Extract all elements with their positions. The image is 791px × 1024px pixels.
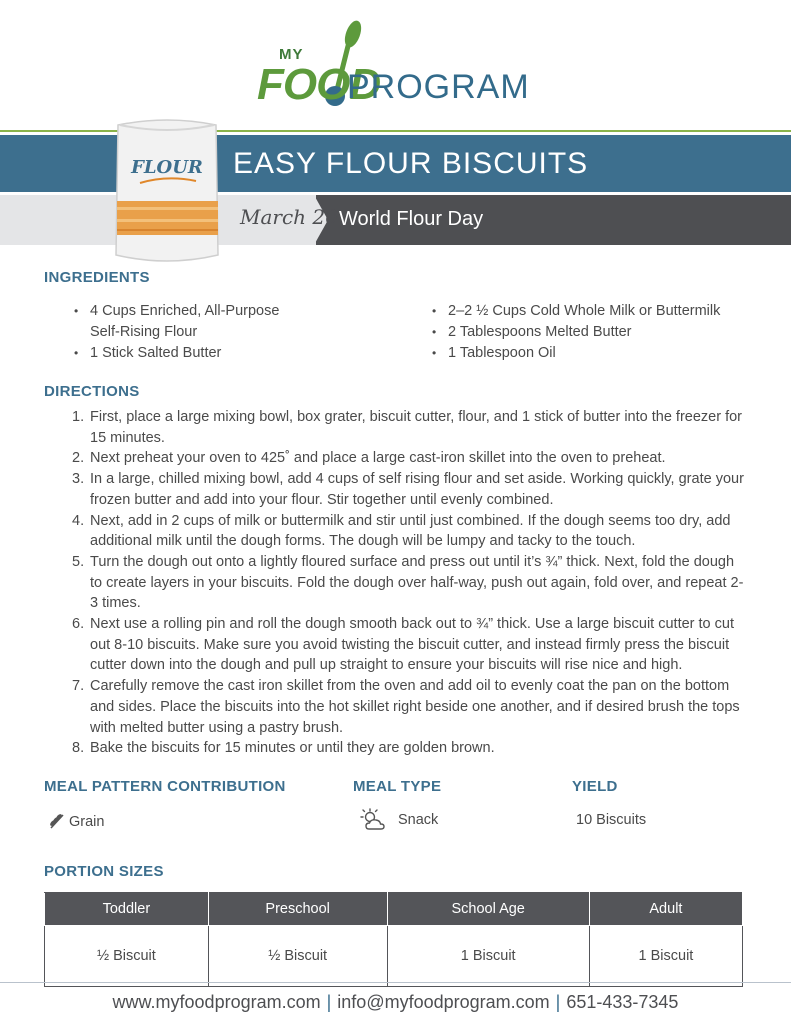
website-link[interactable]: www.myfoodprogram.com <box>112 992 321 1012</box>
portion-table <box>44 892 743 987</box>
directions-list <box>44 407 749 759</box>
table-header: Preschool <box>208 893 387 926</box>
meal-type-value: Snack <box>398 812 439 828</box>
list-item: • 2 Tablespoons Melted Butter <box>432 322 752 343</box>
portion-sizes-heading: PORTION SIZES <box>44 863 164 880</box>
list-item: 3. In a large, chilled mixing bowl, add 4 cups of self rising flour and set aside. Working quickly, grate your frozen butter and add into your flour. Stir together until evenly combined. <box>72 471 744 508</box>
wheat-icon <box>48 812 66 830</box>
list-item: 2. Next preheat your oven to 425˚ and place a large cast-iron skillet into the oven to preheat. <box>72 450 666 467</box>
footer <box>0 992 791 1013</box>
directions-heading: DIRECTIONS <box>44 383 140 400</box>
recipe-date: March 20 <box>240 205 338 229</box>
ingredients-list-right <box>432 301 752 364</box>
table-row <box>45 926 743 987</box>
list-item: 8. Bake the biscuits for 15 minutes or until they are golden brown. <box>72 740 495 757</box>
ingredients-list-left <box>74 301 304 364</box>
table-cell: 1 Biscuit <box>589 926 742 987</box>
list-item: • 1 Tablespoon Oil <box>432 343 752 364</box>
recipe-title: EASY FLOUR BISCUITS <box>233 147 589 180</box>
meal-pattern-heading: MEAL PATTERN CONTRIBUTION <box>44 778 286 795</box>
phone-number[interactable]: 651-433-7345 <box>566 992 679 1012</box>
table-header: Adult <box>589 893 742 926</box>
bag-label: FLOUR <box>131 157 203 178</box>
footer-separator: | <box>326 992 332 1012</box>
table-header: School Age <box>387 893 589 926</box>
yield-value: 10 Biscuits <box>576 812 647 828</box>
list-item: • 2–2 ½ Cups Cold Whole Milk or Buttermilk <box>432 301 752 322</box>
meal-pattern-value: Grain <box>69 814 105 830</box>
list-item: 4. Next, add in 2 cups of milk or buttermilk and stir until just combined. If the dough seems too dry, add additional milk until the dough forms. The dough will be lumpy and tacky to the touch. <box>72 512 731 550</box>
email-link[interactable]: info@myfoodprogram.com <box>337 992 550 1012</box>
table-header: Toddler <box>45 893 209 926</box>
table-cell: 1 Biscuit <box>387 926 589 987</box>
table-cell: ½ Biscuit <box>45 926 209 987</box>
occasion-label: World Flour Day <box>339 208 484 230</box>
list-item: 7. Carefully remove the cast iron skillet from the oven and add oil to evenly coat the pan on the bottom and sides. Place the biscuits into the hot skillet right beside one another, and if desired brush the tops with melted butter using a pastry brush. <box>72 678 740 736</box>
meal-type-heading: MEAL TYPE <box>353 778 442 795</box>
yield-heading: YIELD <box>572 778 618 795</box>
ingredients-heading: INGREDIENTS <box>44 269 150 286</box>
logo-program: PROGRAM <box>347 68 530 106</box>
footer-separator: | <box>555 992 561 1012</box>
list-item: 6. Next use a rolling pin and roll the dough smooth back out to ¾” thick. Use a large biscuit cutter to cut out 8-10 biscuits. Make sure you avoid twisting the biscuit cutter, and instead firmly press the biscuit cutter down into the dough and pull up straight to ensure your biscuits will rise nice and high. <box>72 616 734 674</box>
list-item: 5. Turn the dough out onto a lightly floured surface and press out until it’s ¾” thick. Next, fold the dough to create layers in your biscuits. Fold the dough over half-way, push out again, fold over, and repeat 2-3 times. <box>72 553 744 612</box>
footer-divider <box>0 982 791 983</box>
list-item: • 1 Stick Salted Butter <box>74 343 304 364</box>
table-header-row <box>45 893 743 926</box>
flour-bag-icon <box>110 115 224 267</box>
list-item: • 4 Cups Enriched, All-Purpose Self-Rising Flour <box>74 301 304 343</box>
list-item: 1. First, place a large mixing bowl, box grater, biscuit cutter, flour, and 1 stick of butter into the freezer for 15 minutes. <box>72 409 743 446</box>
logo-food: FOOD <box>257 60 381 109</box>
brand-logo <box>255 20 545 110</box>
table-cell: ½ Biscuit <box>208 926 387 987</box>
partly-cloudy-icon <box>360 808 388 832</box>
logo-my: MY <box>279 46 304 63</box>
